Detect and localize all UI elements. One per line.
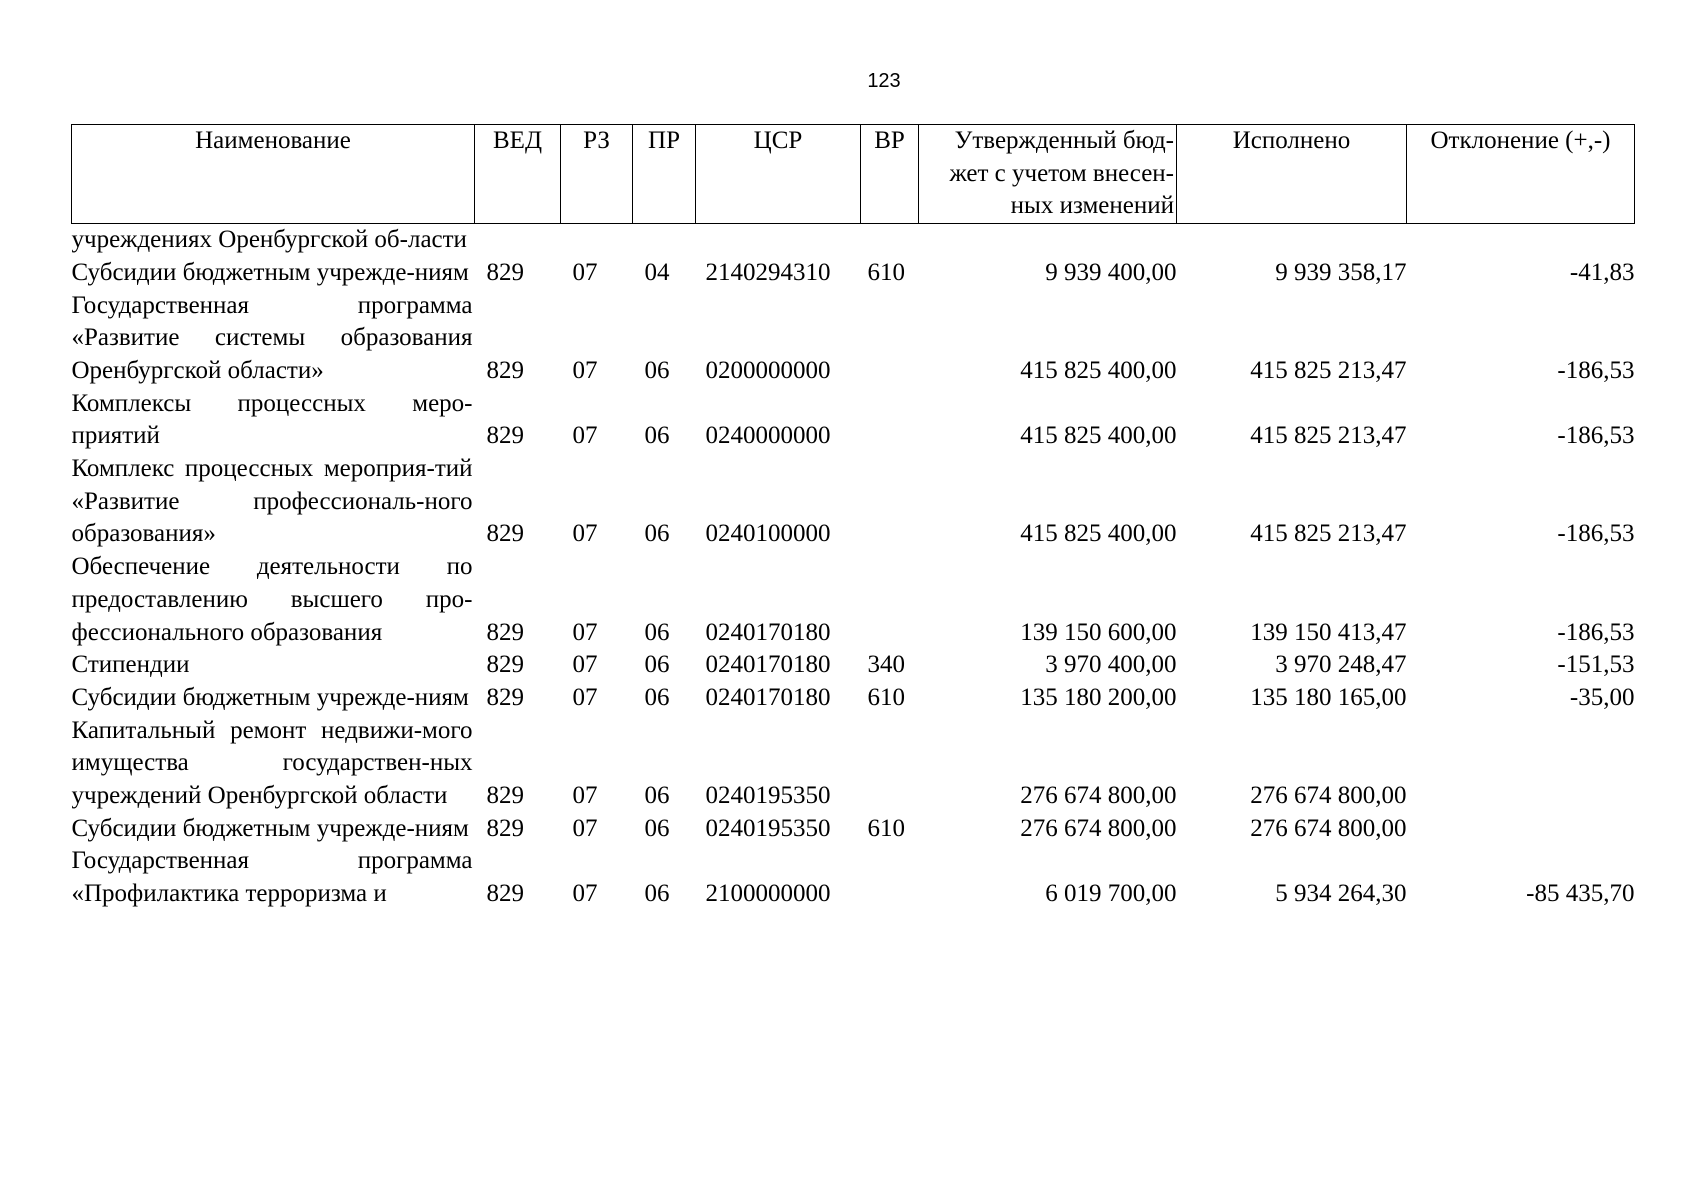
row-csr: 2100000000 bbox=[705, 880, 831, 908]
row-pr: 04 bbox=[644, 258, 670, 286]
budget-table bbox=[71, 124, 1635, 911]
row-csr bbox=[696, 224, 861, 257]
row-vr bbox=[861, 453, 919, 551]
row-pr: 06 bbox=[644, 782, 670, 810]
row-vr: 610 bbox=[867, 683, 905, 711]
row-csr: 0200000000 bbox=[705, 356, 831, 384]
row-csr: 0240195350 bbox=[705, 814, 831, 842]
header-deviation: Отклонение (+,-) bbox=[1407, 125, 1635, 224]
row-deviation: -85 435,70 bbox=[1526, 880, 1635, 908]
row-name: Обеспечение деятельности по предоставлению высшего про-фессионального образования bbox=[71, 553, 473, 646]
row-ved: 829 bbox=[486, 356, 524, 384]
row-pr: 06 bbox=[644, 356, 670, 384]
row-deviation: -186,53 bbox=[1557, 356, 1635, 384]
header-vr: ВР bbox=[861, 125, 919, 224]
row-vr: 610 bbox=[867, 258, 905, 286]
row-executed bbox=[1177, 224, 1407, 257]
table-row bbox=[72, 388, 1635, 453]
header-rz: РЗ bbox=[561, 125, 633, 224]
row-ved: 829 bbox=[486, 422, 524, 450]
row-ved: 829 bbox=[486, 651, 524, 679]
row-name: Стипендии bbox=[71, 651, 190, 679]
header-name: Наименование bbox=[72, 125, 475, 224]
row-rz: 07 bbox=[572, 422, 598, 450]
table-row bbox=[72, 715, 1635, 813]
row-rz: 07 bbox=[572, 814, 598, 842]
row-ved: 829 bbox=[486, 782, 524, 810]
row-rz: 07 bbox=[572, 356, 598, 384]
row-rz: 07 bbox=[572, 782, 598, 810]
row-csr: 0240100000 bbox=[705, 520, 831, 548]
row-approved: 276 674 800,00 bbox=[1020, 814, 1177, 842]
table-row bbox=[72, 813, 1635, 846]
header-ved: ВЕД bbox=[475, 125, 561, 224]
row-executed: 9 939 358,17 bbox=[1275, 258, 1407, 286]
table-row bbox=[72, 257, 1635, 290]
row-deviation bbox=[1407, 813, 1635, 846]
row-name: Комплексы процессных меро-приятий bbox=[71, 389, 473, 450]
row-name: Государственная программа «Профилактика терроризма и bbox=[71, 847, 473, 908]
row-vr: 610 bbox=[867, 814, 905, 842]
row-pr: 06 bbox=[644, 651, 670, 679]
row-executed: 415 825 213,47 bbox=[1250, 356, 1407, 384]
header-csr: ЦСР bbox=[696, 125, 861, 224]
header-executed: Исполнено bbox=[1177, 125, 1407, 224]
row-pr: 06 bbox=[644, 880, 670, 908]
row-executed: 5 934 264,30 bbox=[1275, 880, 1407, 908]
row-name: Комплекс процессных мероприя-тий «Развитие профессиональ-ного образования» bbox=[71, 455, 473, 548]
row-pr: 06 bbox=[644, 683, 670, 711]
row-rz: 07 bbox=[572, 258, 598, 286]
row-csr: 0240170180 bbox=[705, 618, 831, 646]
page-number: 123 bbox=[867, 70, 901, 92]
row-name: Субсидии бюджетным учрежде-ниям bbox=[71, 683, 469, 711]
row-name: Государственная программа «Развитие системы образования Оренбургской области» bbox=[71, 291, 473, 384]
header-approved-budget: Утвержденный бюд-жет с учетом внесен-ных изменений bbox=[919, 125, 1177, 224]
row-ved: 829 bbox=[486, 520, 524, 548]
row-approved: 3 970 400,00 bbox=[1045, 651, 1177, 679]
row-approved: 415 825 400,00 bbox=[1020, 520, 1177, 548]
table-row bbox=[72, 682, 1635, 715]
row-approved: 135 180 200,00 bbox=[1020, 683, 1177, 711]
row-pr: 06 bbox=[644, 520, 670, 548]
row-approved: 276 674 800,00 bbox=[1020, 782, 1177, 810]
row-csr: 0240170180 bbox=[705, 651, 831, 679]
table-body bbox=[72, 224, 1635, 911]
row-ved: 829 bbox=[486, 618, 524, 646]
row-rz: 07 bbox=[572, 520, 598, 548]
table-header bbox=[72, 125, 1635, 224]
row-vr: 340 bbox=[867, 651, 905, 679]
row-deviation: -151,53 bbox=[1557, 651, 1635, 679]
table-row bbox=[72, 224, 1635, 257]
table-row bbox=[72, 453, 1635, 551]
row-deviation: -41,83 bbox=[1569, 258, 1635, 286]
row-executed: 3 970 248,47 bbox=[1275, 651, 1407, 679]
row-rz: 07 bbox=[572, 618, 598, 646]
row-vr bbox=[861, 290, 919, 388]
row-rz: 07 bbox=[572, 683, 598, 711]
header-pr: ПР bbox=[633, 125, 696, 224]
table-row bbox=[72, 845, 1635, 910]
row-vr bbox=[861, 715, 919, 813]
row-deviation bbox=[1407, 715, 1635, 813]
row-executed: 276 674 800,00 bbox=[1250, 782, 1407, 810]
row-vr bbox=[861, 845, 919, 910]
row-ved: 829 bbox=[486, 258, 524, 286]
row-csr: 0240000000 bbox=[705, 422, 831, 450]
row-executed: 139 150 413,47 bbox=[1250, 618, 1407, 646]
row-rz bbox=[561, 224, 633, 257]
row-executed: 415 825 213,47 bbox=[1250, 520, 1407, 548]
table-row bbox=[72, 649, 1635, 682]
row-ved: 829 bbox=[486, 880, 524, 908]
table-row bbox=[72, 290, 1635, 388]
row-ved bbox=[475, 224, 561, 257]
row-deviation: -186,53 bbox=[1557, 422, 1635, 450]
row-deviation: -186,53 bbox=[1557, 618, 1635, 646]
row-pr: 06 bbox=[644, 422, 670, 450]
row-name: учреждениях Оренбургской об-ласти bbox=[71, 226, 467, 254]
row-pr bbox=[633, 224, 696, 257]
row-approved: 9 939 400,00 bbox=[1045, 258, 1177, 286]
row-ved: 829 bbox=[486, 683, 524, 711]
row-csr: 0240170180 bbox=[705, 683, 831, 711]
row-executed: 276 674 800,00 bbox=[1250, 814, 1407, 842]
row-name: Субсидии бюджетным учрежде-ниям bbox=[71, 814, 469, 842]
row-vr bbox=[861, 388, 919, 453]
row-pr: 06 bbox=[644, 814, 670, 842]
row-executed: 415 825 213,47 bbox=[1250, 422, 1407, 450]
row-rz: 07 bbox=[572, 651, 598, 679]
row-csr: 0240195350 bbox=[705, 782, 831, 810]
row-ved: 829 bbox=[486, 814, 524, 842]
row-approved: 6 019 700,00 bbox=[1045, 880, 1177, 908]
row-approved: 415 825 400,00 bbox=[1020, 356, 1177, 384]
table-row bbox=[72, 551, 1635, 649]
row-deviation: -186,53 bbox=[1557, 520, 1635, 548]
row-name: Субсидии бюджетным учрежде-ниям bbox=[71, 258, 469, 286]
row-deviation: -35,00 bbox=[1569, 683, 1635, 711]
row-approved: 139 150 600,00 bbox=[1020, 618, 1177, 646]
row-approved: 415 825 400,00 bbox=[1020, 422, 1177, 450]
row-vr bbox=[861, 224, 919, 257]
row-deviation bbox=[1407, 224, 1635, 257]
row-vr bbox=[861, 551, 919, 649]
row-rz: 07 bbox=[572, 880, 598, 908]
row-executed: 135 180 165,00 bbox=[1250, 683, 1407, 711]
row-approved bbox=[919, 224, 1177, 257]
row-pr: 06 bbox=[644, 618, 670, 646]
row-name: Капитальный ремонт недвижи-мого имущества государствен-ных учреждений Оренбургской области bbox=[71, 716, 473, 810]
row-csr: 2140294310 bbox=[705, 258, 831, 286]
